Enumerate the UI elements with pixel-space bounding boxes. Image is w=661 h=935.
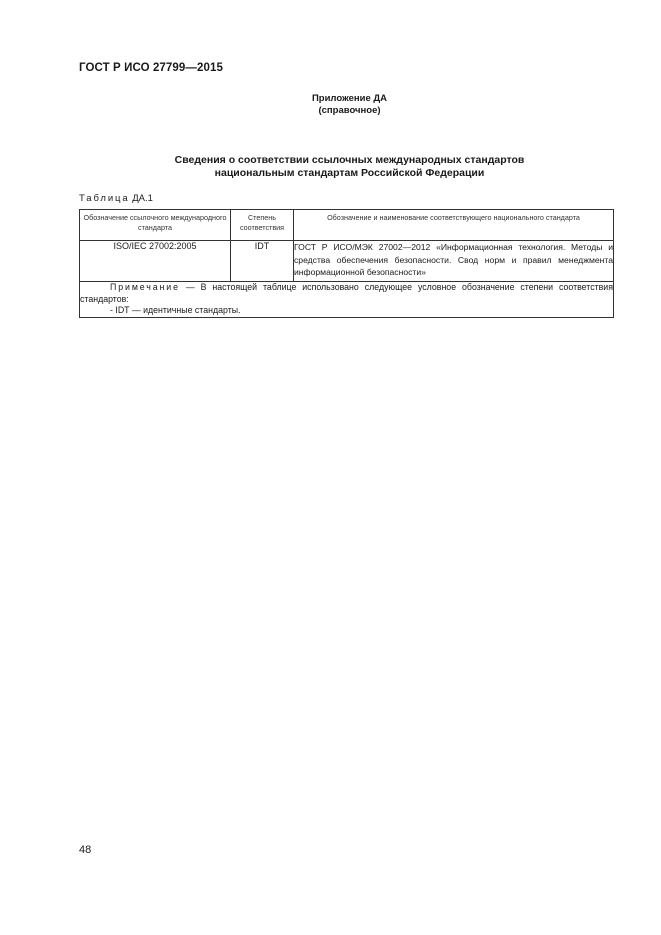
- table-header-row: [80, 210, 614, 241]
- cell-international-standard: ISO/IEC 27002:2005: [80, 241, 231, 282]
- table-label-number: ДА.1: [132, 193, 153, 204]
- note-item: - IDT — идентичные стандарты.: [110, 305, 241, 315]
- page-number: 48: [79, 844, 92, 856]
- annex-subtitle: (справочное): [318, 105, 381, 116]
- table-label-prefix: Таблица: [79, 193, 130, 204]
- note-body: — В настоящей таблице использовано следующее условное обозначение степени соответствия стандартов:: [80, 282, 613, 304]
- table-note-row: [80, 282, 614, 318]
- note-text: [80, 282, 613, 305]
- document-code: ГОСТ Р ИСО 27799—2015: [79, 62, 224, 74]
- section-heading-line-1: Сведения о соответствии ссылочных международных стандартов: [174, 154, 525, 166]
- annex-block: [0, 93, 661, 117]
- section-heading-line-2: национальным стандартам Российской Федерации: [214, 167, 485, 179]
- column-header-international: Обозначение ссылочного международного стандарта: [80, 210, 231, 241]
- column-header-degree: Степень соответствия: [231, 210, 294, 241]
- column-header-national: Обозначение и наименование соответствующего национального стандарта: [294, 210, 614, 241]
- table-row: [80, 241, 614, 282]
- cell-degree: IDT: [231, 241, 294, 282]
- section-heading: [0, 154, 661, 180]
- table-label: [79, 193, 153, 204]
- cell-national-standard: ГОСТ Р ИСО/МЭК 27002—2012 «Информационная технология. Методы и средства обеспечения безопасности. Свод норм и правил менеджмента информационной безопасности»: [294, 241, 614, 282]
- annex-title: Приложение ДА: [311, 93, 388, 104]
- note-label: Примечание: [110, 282, 180, 292]
- table-note: [80, 282, 614, 318]
- correspondence-table: [79, 209, 614, 318]
